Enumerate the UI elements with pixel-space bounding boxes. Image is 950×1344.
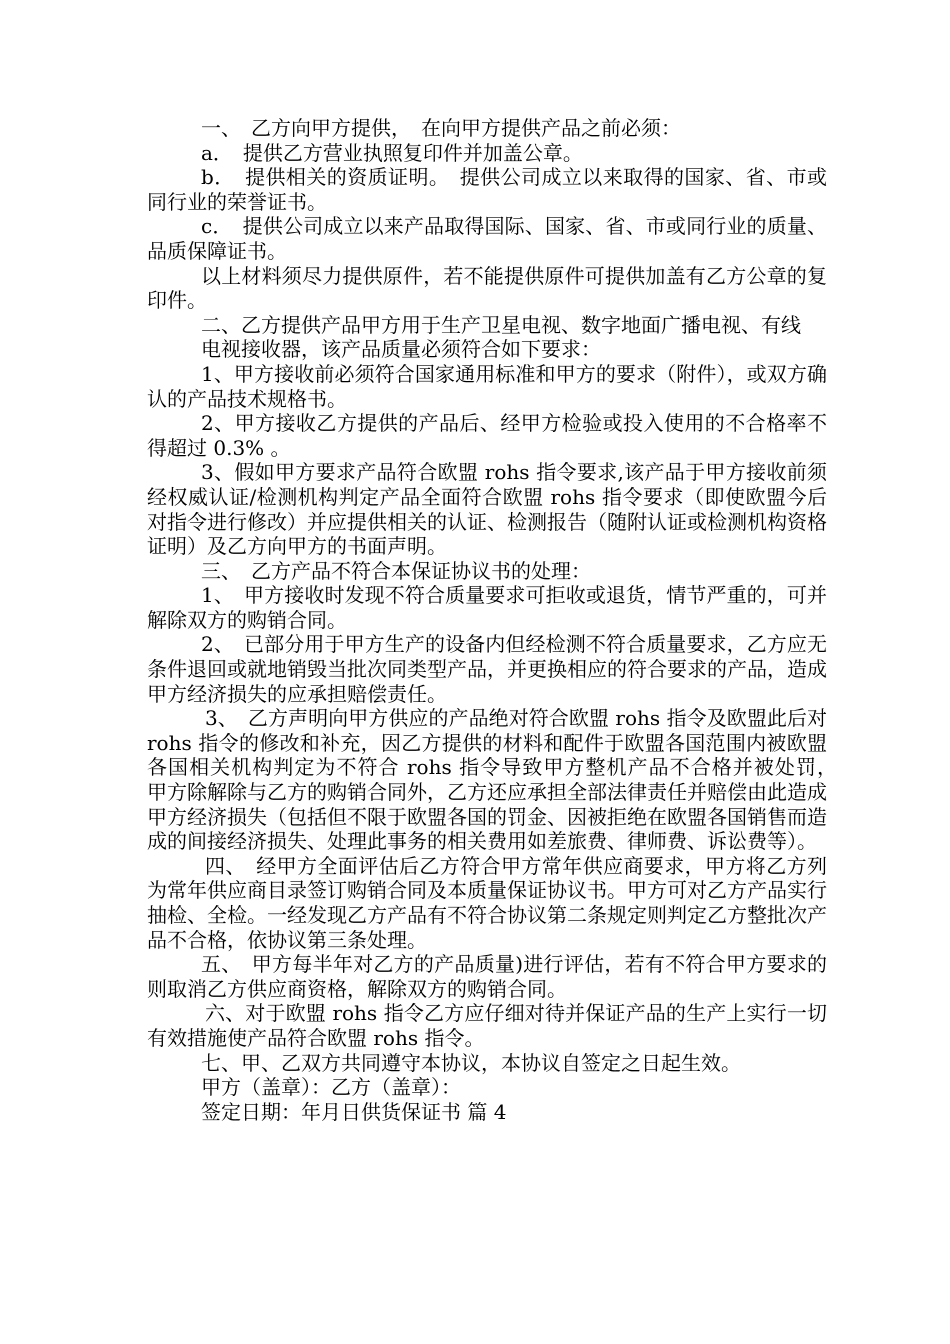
- signature-line: 甲方（盖章）：乙方（盖章）：: [201, 1075, 461, 1100]
- clause-2-item-3: 3、假如甲方要求产品符合欧盟 rohs 指令要求,该产品于甲方接收前须经权威认证/检测机构判定产品全面符合欧盟 rohs 指令要求（即使欧盟今后对指令进行修改）并应提供相关的认证、检测报告（随附认证或检测机构资格证明）及乙方向甲方的书面声明。: [147, 460, 827, 559]
- clause-3-item-3: 3、 乙方声明向甲方供应的产品绝对符合欧盟 rohs 指令及欧盟此后对 rohs 指令的修改和补充，因乙方提供的材料和配件于欧盟各国范围内被欧盟各国相关机构判定为不符合 rohs 指令导致甲方整机产品不合格并被处罚， 甲方除解除与乙方的购销合同外，乙方还应承担全部法律责任并赔偿由此造成甲方经济损失（包括但不限于欧盟各国的罚金、因被拒绝在欧盟各国销售而造成的间接经济损失、处理此事务的相关费用如差旅费、律师费、诉讼费等）。: [147, 706, 847, 854]
- document-body: [147, 116, 847, 1124]
- clause-1-item-c: c． 提供公司成立以来产品取得国际、国家、省、市或同行业的质量、品质保障证书。: [147, 214, 827, 263]
- clause-6: 六、对于欧盟 rohs 指令乙方应仔细对待并保证产品的生产上实行一切有效措施使产品符合欧盟 rohs 指令。: [147, 1001, 827, 1050]
- clause-2-heading-cont: 电视接收器，该产品质量必须符合如下要求：: [201, 337, 601, 362]
- clause-2-item-1: 1、甲方接收前必须符合国家通用标准和甲方的要求（附件），或双方确认的产品技术规格书。: [147, 361, 827, 411]
- clause-7: 七、甲、乙双方共同遵守本协议，本协议自签定之日起生效。: [201, 1050, 741, 1075]
- clause-3-heading: 三、 乙方产品不符合本保证协议书的处理：: [201, 558, 591, 583]
- clause-2-item-2: 2、甲方接收乙方提供的产品后、经甲方检验或投入使用的不合格率不得超过 0.3% 。: [147, 411, 827, 460]
- clause-3-item-1: 1、 甲方接收时发现不符合质量要求可拒收或退货，情节严重的，可并解除双方的购销合同。: [147, 583, 827, 632]
- clause-3-item-2: 2、 已部分用于甲方生产的设备内但经检测不符合质量要求，乙方应无条件退回或就地销毁当批次同类型产品，并更换相应的符合要求的产品，造成甲方经济损失的应承担赔偿责任。: [147, 632, 827, 706]
- clause-2-heading: 二、乙方提供产品甲方用于生产卫星电视、数字地面广播电视、有线: [201, 312, 801, 337]
- clause-4: 四、 经甲方全面评估后乙方符合甲方常年供应商要求，甲方将乙方列为常年供应商目录签订购销合同及本质量保证协议书。甲方可对乙方产品实行抽检、全检。一经发现乙方产品有不符合协议第二条规定则判定乙方整批次产品不合格，依协议第三条处理。: [147, 853, 827, 952]
- clause-1-item-a: a． 提供乙方营业执照复印件并加盖公章。: [201, 140, 583, 165]
- clause-1-note: 以上材料须尽力提供原件，若不能提供原件可提供加盖有乙方公章的复印件。: [147, 263, 827, 313]
- signing-date-line: 签定日期：年月日供货保证书 篇 4: [201, 1099, 507, 1124]
- clause-1-item-b: b． 提供相关的资质证明。 提供公司成立以来取得的国家、省、市或同行业的荣誉证书。: [147, 165, 827, 214]
- clause-5: 五、 甲方每半年对乙方的产品质量)进行评估，若有不符合甲方要求的则取消乙方供应商资格，解除双方的购销合同。: [147, 952, 827, 1001]
- clause-1-heading: 一、 乙方向甲方提供， 在向甲方提供产品之前必须：: [201, 116, 681, 140]
